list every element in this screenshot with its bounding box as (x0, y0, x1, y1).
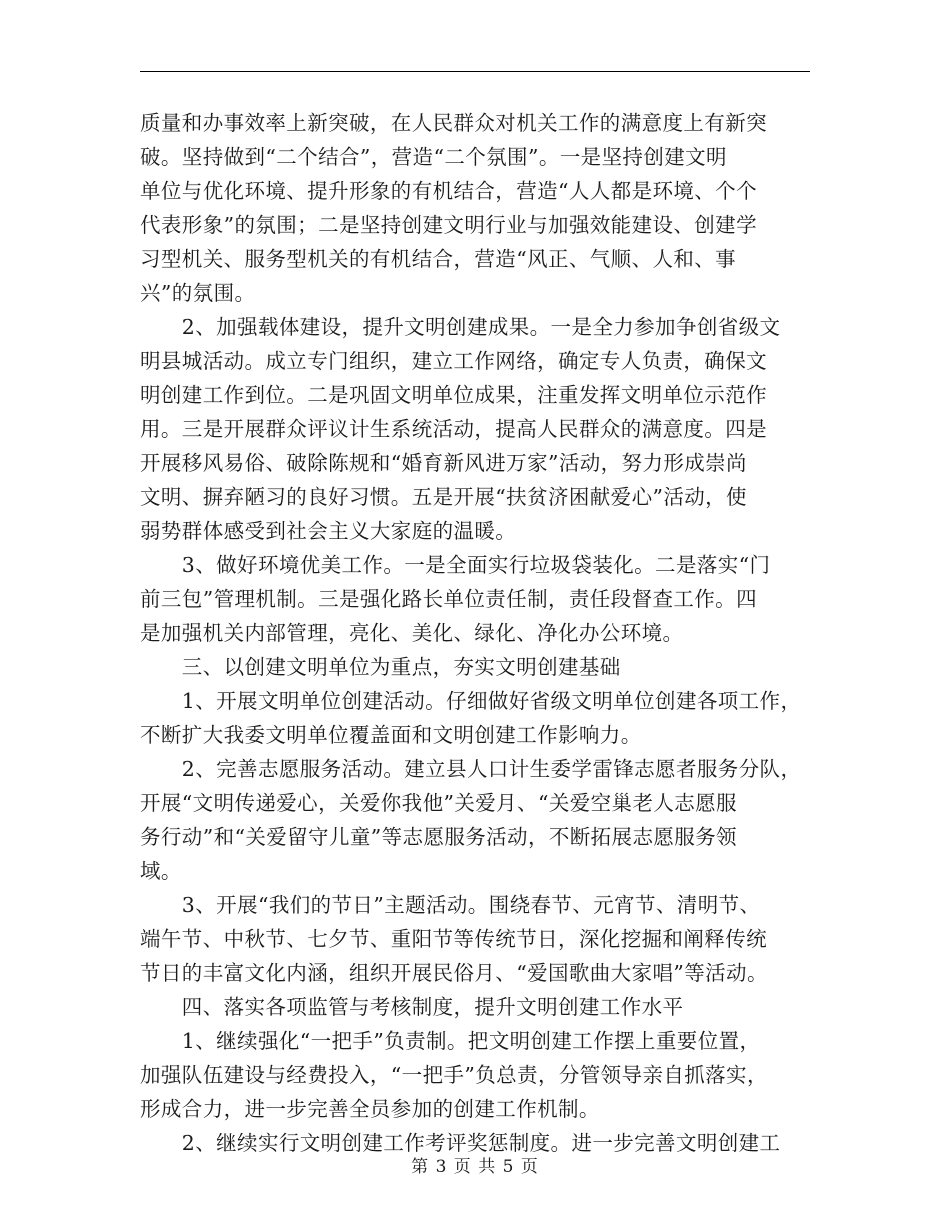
text-line: 是加强机关内部管理，亮化、美化、绿化、净化办公环境。 (140, 621, 684, 645)
text-line: 2、继续实行文明创建工作考评奖惩制度。进一步完善文明创建工 (140, 1131, 781, 1155)
text-line: 单位与优化环境、提升形象的有机结合，营造“人人都是环境、个个 (140, 179, 757, 203)
text-line: 开展移风易俗、破除陈规和“婚育新风进万家”活动，努力形成崇尚 (140, 451, 747, 475)
text-line: 1、继续强化“一把手”负责制。把文明创建工作摆上重要位置， (140, 1029, 761, 1053)
text-line: 端午节、中秋节、七夕节、重阳节等传统节日，深化挖掘和阐释传统 (140, 927, 767, 951)
text-line: 1、开展文明单位创建活动。仔细做好省级文明单位创建各项工作， (140, 689, 802, 713)
text-line: 四、落实各项监管与考核制度，提升文明创建工作水平 (140, 995, 684, 1019)
text-line: 明创建工作到位。二是巩固文明单位成果，注重发挥文明单位示范作 (140, 383, 767, 407)
text-line: 破。坚持做到“二个结合”，营造“二个氛围”。一是坚持创建文明 (140, 145, 727, 169)
text-line: 节日的丰富文化内涵，组织开展民俗月、“爱国歌曲大家唱”等活动。 (140, 961, 768, 985)
text-line: 三、以创建文明单位为重点，夯实文明创建基础 (140, 655, 621, 679)
text-line: 开展“文明传递爱心，关爱你我他”关爱月、“关爱空巢老人志愿服 (140, 791, 737, 815)
text-line: 前三包”管理机制。三是强化路长单位责任制，责任段督查工作。四 (140, 587, 757, 611)
text-line: 明县城活动。成立专门组织，建立工作网络，确定专人负责，确保文 (140, 349, 767, 373)
text-line: 2、完善志愿服务活动。建立县人口计生委学雷锋志愿者服务分队， (140, 757, 802, 781)
text-line: 用。三是开展群众评议计生系统活动，提高人民群众的满意度。四是 (140, 417, 767, 441)
text-line: 不断扩大我委文明单位覆盖面和文明创建工作影响力。 (140, 723, 642, 747)
text-line: 务行动”和“关爱留守儿童”等志愿服务活动，不断拓展志愿服务领 (140, 825, 737, 849)
text-line: 兴”的氛围。 (140, 281, 256, 305)
text-line: 弱势群体感受到社会主义大家庭的温暖。 (140, 519, 517, 543)
text-line: 3、做好环境优美工作。一是全面实行垃圾袋装化。二是落实“门 (140, 553, 771, 577)
text-line: 加强队伍建设与经费投入，“一把手”负总责，分管领导亲自抓落实， (140, 1063, 768, 1087)
text-line: 3、开展“我们的节日”主题活动。围绕春节、元宵节、清明节、 (140, 893, 761, 917)
header-rule (140, 71, 810, 72)
text-line: 形成合力，进一步完善全员参加的创建工作机制。 (140, 1097, 600, 1121)
text-line: 文明、摒弃陋习的良好习惯。五是开展“扶贫济困献爱心”活动，使 (140, 485, 747, 509)
text-line: 代表形象”的氛围；二是坚持创建文明行业与加强效能建设、创建学 (140, 213, 757, 237)
page-footer: 第 3 页 共 5 页 (411, 1157, 539, 1177)
text-line: 域。 (140, 859, 182, 883)
document-body (140, 106, 820, 1160)
text-line: 习型机关、服务型机关的有机结合，营造“风正、气顺、人和、事 (140, 247, 737, 271)
text-line: 2、加强载体建设，提升文明创建成果。一是全力参加争创省级文 (140, 315, 781, 339)
text-line: 质量和办事效率上新突破，在人民群众对机关工作的满意度上有新突 (140, 111, 767, 135)
